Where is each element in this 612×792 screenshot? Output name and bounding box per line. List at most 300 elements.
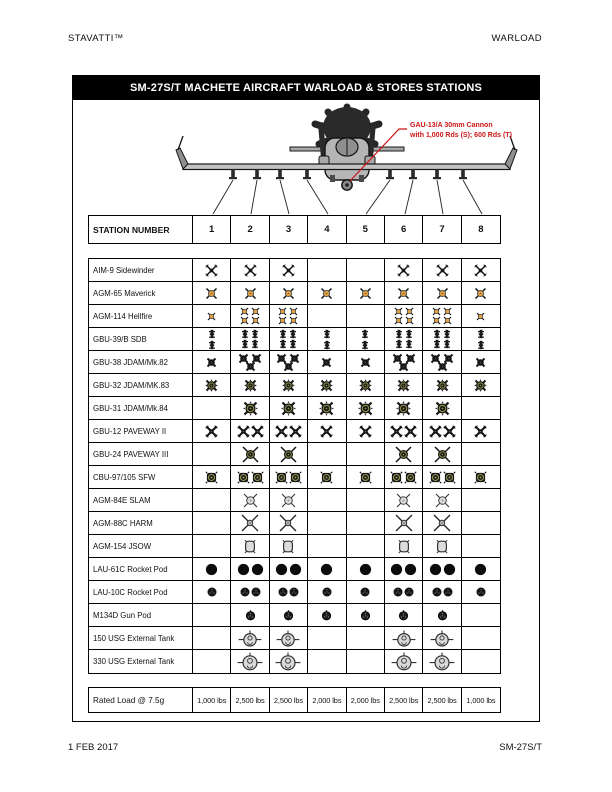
aim9-icon bbox=[474, 264, 487, 277]
stores-cell bbox=[385, 374, 423, 397]
rated-load-value: 2,500 lbs bbox=[385, 688, 423, 712]
rated-load-value: 2,500 lbs bbox=[231, 688, 269, 712]
stores-cell bbox=[270, 627, 308, 650]
sdb-icon bbox=[241, 329, 259, 349]
cbu-icon bbox=[359, 471, 372, 484]
stores-row-label: AGM-65 Maverick bbox=[89, 282, 193, 305]
stores-cell bbox=[462, 466, 500, 489]
stores-cell bbox=[193, 443, 231, 466]
stores-cell bbox=[462, 420, 500, 443]
stores-cell bbox=[462, 627, 500, 650]
stores-cell bbox=[347, 581, 385, 604]
stores-cell bbox=[270, 351, 308, 374]
stores-cell bbox=[193, 328, 231, 351]
stores-cell bbox=[231, 604, 269, 627]
stores-cell bbox=[308, 420, 346, 443]
cbu-icon bbox=[429, 471, 456, 484]
stores-cell bbox=[270, 512, 308, 535]
slam-icon bbox=[396, 493, 411, 508]
stores-cell bbox=[423, 259, 461, 282]
stores-cell bbox=[347, 305, 385, 328]
aim9-icon bbox=[205, 264, 218, 277]
stores-cell bbox=[462, 535, 500, 558]
slam-icon bbox=[281, 493, 296, 508]
lau61-icon bbox=[320, 563, 333, 576]
paveway2-icon bbox=[205, 425, 218, 438]
lau61-icon bbox=[429, 563, 456, 576]
stores-cell bbox=[423, 420, 461, 443]
cannon-annotation-line1: GAU-13/A 30mm Cannon bbox=[410, 122, 493, 129]
rated-load-value: 2,500 lbs bbox=[270, 688, 308, 712]
stores-cell bbox=[231, 558, 269, 581]
stores-cell bbox=[270, 374, 308, 397]
jsow-icon bbox=[435, 539, 449, 554]
hellfire-icon bbox=[278, 307, 298, 325]
stores-cell bbox=[308, 397, 346, 420]
stores-cell bbox=[231, 512, 269, 535]
stores-cell bbox=[308, 466, 346, 489]
agm65-icon bbox=[282, 287, 295, 300]
stores-cell bbox=[231, 397, 269, 420]
stores-cell bbox=[270, 581, 308, 604]
station-number-1: 1 bbox=[193, 216, 231, 243]
jdam82-icon bbox=[206, 357, 217, 368]
stores-cell bbox=[385, 627, 423, 650]
stores-cell bbox=[347, 650, 385, 673]
station-number-label: STATION NUMBER bbox=[89, 216, 193, 243]
jdam82-icon bbox=[392, 353, 416, 372]
stores-row-label: AGM-84E SLAM bbox=[89, 489, 193, 512]
sdb-icon bbox=[361, 329, 369, 350]
sdb-icon bbox=[395, 329, 413, 349]
stores-cell bbox=[462, 282, 500, 305]
lau61-icon bbox=[205, 563, 218, 576]
footer-date: 1 FEB 2017 bbox=[68, 742, 119, 753]
paveway2-icon bbox=[359, 425, 372, 438]
stores-cell bbox=[423, 512, 461, 535]
harm-icon bbox=[433, 514, 451, 532]
stores-cell bbox=[193, 420, 231, 443]
stores-cell bbox=[423, 650, 461, 673]
agm65-icon bbox=[436, 287, 449, 300]
gunpod-icon bbox=[283, 610, 294, 621]
gunpod-icon bbox=[398, 610, 409, 621]
stores-cell bbox=[231, 650, 269, 673]
stores-cell bbox=[231, 328, 269, 351]
jdam83-icon bbox=[205, 379, 218, 392]
jdam84-icon bbox=[319, 401, 334, 416]
station-number-6: 6 bbox=[385, 216, 423, 243]
stores-cell bbox=[231, 581, 269, 604]
hellfire-icon bbox=[432, 307, 452, 325]
stores-cell bbox=[385, 443, 423, 466]
stores-row-label: M134D Gun Pod bbox=[89, 604, 193, 627]
rated-load-table bbox=[88, 687, 501, 713]
station-number-2: 2 bbox=[231, 216, 269, 243]
rated-load-value: 2,000 lbs bbox=[308, 688, 346, 712]
cbu-icon bbox=[205, 471, 218, 484]
stores-row-label: GBU-32 JDAM/MK.83 bbox=[89, 374, 193, 397]
stores-cell bbox=[270, 466, 308, 489]
stores-cell bbox=[423, 443, 461, 466]
stores-cell bbox=[462, 397, 500, 420]
stores-row-label: GBU-31 JDAM/Mk.84 bbox=[89, 397, 193, 420]
rated-load-value: 1,000 lbs bbox=[466, 695, 496, 705]
stores-row-label: GBU-39/B SDB bbox=[89, 328, 193, 351]
harm-icon bbox=[241, 514, 259, 532]
rated-load-value: 2,500 lbs bbox=[423, 688, 461, 712]
page-title: SM-27S/T MACHETE AIRCRAFT WARLOAD & STORES STATIONS bbox=[72, 75, 540, 100]
stores-cell bbox=[462, 512, 500, 535]
stores-row-label: AGM-114 Hellfire bbox=[89, 305, 193, 328]
cbu-icon bbox=[275, 471, 302, 484]
stores-cell bbox=[308, 282, 346, 305]
jdam83-icon bbox=[474, 379, 487, 392]
agm65-icon bbox=[397, 287, 410, 300]
stores-cell bbox=[193, 558, 231, 581]
stores-cell bbox=[308, 535, 346, 558]
stores-cell bbox=[308, 305, 346, 328]
jdam83-icon bbox=[320, 379, 333, 392]
stores-row-label: LAU-61C Rocket Pod bbox=[89, 558, 193, 581]
station-number-3: 3 bbox=[270, 216, 308, 243]
stores-cell bbox=[385, 282, 423, 305]
stores-row-label: GBU-12 PAVEWAY II bbox=[89, 420, 193, 443]
agm65-icon bbox=[205, 287, 218, 300]
gunpod-icon bbox=[360, 610, 371, 621]
stores-cell bbox=[270, 282, 308, 305]
paveway2-icon bbox=[320, 425, 333, 438]
stores-row-label: CBU-97/105 SFW bbox=[89, 466, 193, 489]
stores-cell bbox=[423, 328, 461, 351]
tank330-icon bbox=[391, 652, 417, 671]
stores-cell bbox=[385, 351, 423, 374]
stores-row-label: 150 USG External Tank bbox=[89, 627, 193, 650]
left-winglet bbox=[176, 148, 188, 169]
stores-cell bbox=[423, 374, 461, 397]
stores-row-label: AIM-9 Sidewinder bbox=[89, 259, 193, 282]
stores-cell bbox=[270, 558, 308, 581]
jdam83-icon bbox=[436, 379, 449, 392]
stores-cell bbox=[385, 558, 423, 581]
stores-cell bbox=[385, 305, 423, 328]
jsow-icon bbox=[281, 539, 295, 554]
station-number-7: 7 bbox=[423, 216, 461, 243]
stores-cell bbox=[308, 650, 346, 673]
stores-cell bbox=[231, 443, 269, 466]
stores-cell bbox=[347, 351, 385, 374]
stores-cell bbox=[193, 282, 231, 305]
stores-table bbox=[88, 258, 501, 674]
stores-cell bbox=[308, 627, 346, 650]
stores-cell bbox=[193, 627, 231, 650]
aim9-icon bbox=[244, 264, 257, 277]
slam-icon bbox=[243, 493, 258, 508]
jdam84-icon bbox=[243, 401, 258, 416]
jsow-icon bbox=[243, 539, 257, 554]
rated-load-label: Rated Load @ 7.5g bbox=[89, 688, 193, 712]
lau61-icon bbox=[359, 563, 372, 576]
paveway3-icon bbox=[280, 446, 297, 463]
station-number-table bbox=[88, 215, 501, 244]
stores-cell bbox=[308, 443, 346, 466]
stores-cell bbox=[231, 305, 269, 328]
jdam83-icon bbox=[397, 379, 410, 392]
stores-cell bbox=[231, 351, 269, 374]
stores-cell bbox=[423, 627, 461, 650]
right-gear bbox=[359, 175, 364, 182]
lau61-icon bbox=[275, 563, 302, 576]
stores-cell bbox=[308, 328, 346, 351]
hellfire-icon bbox=[476, 312, 485, 321]
stores-cell bbox=[270, 604, 308, 627]
stores-row-label: GBU-24 PAVEWAY III bbox=[89, 443, 193, 466]
agm65-icon bbox=[359, 287, 372, 300]
jdam83-icon bbox=[359, 379, 372, 392]
stores-cell bbox=[347, 282, 385, 305]
stores-cell bbox=[347, 420, 385, 443]
stores-row-label: GBU-38 JDAM/Mk.82 bbox=[89, 351, 193, 374]
sdb-icon bbox=[323, 329, 331, 350]
stores-cell bbox=[270, 489, 308, 512]
stores-cell bbox=[193, 374, 231, 397]
paveway3-icon bbox=[242, 446, 259, 463]
stores-cell bbox=[270, 397, 308, 420]
lau10-icon bbox=[432, 587, 453, 597]
stores-cell bbox=[423, 489, 461, 512]
lau10-icon bbox=[360, 587, 370, 597]
hellfire-icon bbox=[240, 307, 260, 325]
stores-cell bbox=[462, 305, 500, 328]
stores-cell bbox=[270, 328, 308, 351]
stores-cell bbox=[423, 466, 461, 489]
sdb-icon bbox=[433, 329, 451, 349]
header-right: WARLOAD bbox=[491, 33, 542, 44]
stores-cell bbox=[347, 627, 385, 650]
stores-cell bbox=[423, 282, 461, 305]
sdb-icon bbox=[208, 329, 216, 350]
lau10-icon bbox=[393, 587, 414, 597]
stores-cell bbox=[423, 535, 461, 558]
wing bbox=[183, 164, 510, 170]
stores-cell bbox=[270, 420, 308, 443]
lau10-icon bbox=[207, 587, 217, 597]
stores-cell bbox=[347, 259, 385, 282]
stores-cell bbox=[423, 351, 461, 374]
stores-cell bbox=[347, 604, 385, 627]
stores-cell bbox=[231, 489, 269, 512]
stores-cell bbox=[270, 535, 308, 558]
hellfire-icon bbox=[394, 307, 414, 325]
hellfire-icon bbox=[207, 312, 216, 321]
stores-cell bbox=[193, 351, 231, 374]
stores-cell bbox=[347, 328, 385, 351]
stores-cell bbox=[423, 581, 461, 604]
stores-cell bbox=[231, 627, 269, 650]
stores-cell bbox=[193, 604, 231, 627]
stores-cell bbox=[423, 305, 461, 328]
jdam83-icon bbox=[244, 379, 257, 392]
gunpod-icon bbox=[437, 610, 448, 621]
jdam82-icon bbox=[276, 353, 300, 372]
stores-cell bbox=[193, 305, 231, 328]
aim9-icon bbox=[282, 264, 295, 277]
stores-cell bbox=[385, 581, 423, 604]
station-number-5: 5 bbox=[347, 216, 385, 243]
stores-cell bbox=[270, 305, 308, 328]
stores-cell bbox=[347, 397, 385, 420]
lau61-icon bbox=[237, 563, 264, 576]
left-gear bbox=[330, 175, 335, 182]
paveway3-icon bbox=[434, 446, 451, 463]
stores-cell bbox=[193, 581, 231, 604]
stores-cell bbox=[347, 443, 385, 466]
cbu-icon bbox=[390, 471, 417, 484]
stores-cell bbox=[231, 374, 269, 397]
paveway2-icon bbox=[429, 425, 456, 438]
stores-cell bbox=[385, 420, 423, 443]
lau10-icon bbox=[322, 587, 332, 597]
stores-row-label: AGM-88C HARM bbox=[89, 512, 193, 535]
stores-row-label: 330 USG External Tank bbox=[89, 650, 193, 673]
jdam82-icon bbox=[475, 357, 486, 368]
stores-cell bbox=[385, 535, 423, 558]
stores-cell bbox=[231, 282, 269, 305]
agm65-icon bbox=[474, 287, 487, 300]
stores-cell bbox=[270, 650, 308, 673]
paveway2-icon bbox=[390, 425, 417, 438]
stores-cell bbox=[308, 604, 346, 627]
paveway3-icon bbox=[395, 446, 412, 463]
jdam84-icon bbox=[435, 401, 450, 416]
stores-cell bbox=[462, 259, 500, 282]
stores-cell bbox=[423, 604, 461, 627]
jdam84-icon bbox=[358, 401, 373, 416]
rated-load-value: 2,000 lbs bbox=[347, 688, 385, 712]
stores-cell bbox=[193, 259, 231, 282]
jdam84-icon bbox=[281, 401, 296, 416]
paveway2-icon bbox=[237, 425, 264, 438]
stores-cell bbox=[385, 259, 423, 282]
lau10-icon bbox=[278, 587, 299, 597]
tank330-icon bbox=[237, 652, 263, 671]
header-left: STAVATTI™ bbox=[68, 33, 124, 44]
stores-cell bbox=[347, 489, 385, 512]
stores-cell bbox=[462, 650, 500, 673]
stores-cell bbox=[462, 489, 500, 512]
aim9-icon bbox=[436, 264, 449, 277]
stores-cell bbox=[308, 259, 346, 282]
stores-cell bbox=[385, 512, 423, 535]
aim9-icon bbox=[397, 264, 410, 277]
stores-cell bbox=[385, 466, 423, 489]
stores-cell bbox=[270, 259, 308, 282]
agm65-icon bbox=[244, 287, 257, 300]
stores-cell bbox=[193, 512, 231, 535]
stores-cell bbox=[385, 604, 423, 627]
lau10-icon bbox=[240, 587, 261, 597]
jsow-icon bbox=[397, 539, 411, 554]
tank330-icon bbox=[429, 652, 455, 671]
agm65-icon bbox=[320, 287, 333, 300]
cannon-annotation-line2: with 1,000 Rds (S); 600 Rds (T) bbox=[410, 132, 512, 139]
stores-cell bbox=[462, 351, 500, 374]
stores-cell bbox=[347, 374, 385, 397]
slam-icon bbox=[435, 493, 450, 508]
tank150-icon bbox=[392, 630, 416, 647]
stores-cell bbox=[423, 397, 461, 420]
stores-cell bbox=[385, 328, 423, 351]
jdam82-icon bbox=[360, 357, 371, 368]
stores-cell bbox=[385, 489, 423, 512]
stores-cell bbox=[462, 581, 500, 604]
stores-cell bbox=[231, 466, 269, 489]
lau61-icon bbox=[474, 563, 487, 576]
footer-docname: SM-27S/T bbox=[499, 742, 542, 753]
stores-cell bbox=[193, 535, 231, 558]
station-number-8: 8 bbox=[478, 224, 484, 235]
sdb-icon bbox=[477, 329, 485, 350]
stores-cell bbox=[193, 466, 231, 489]
stores-cell bbox=[385, 650, 423, 673]
tank150-icon bbox=[430, 630, 454, 647]
stores-cell bbox=[193, 650, 231, 673]
stores-cell bbox=[462, 328, 500, 351]
stores-cell bbox=[385, 397, 423, 420]
stores-cell bbox=[308, 374, 346, 397]
stores-cell bbox=[423, 558, 461, 581]
paveway2-icon bbox=[474, 425, 487, 438]
harm-icon bbox=[395, 514, 413, 532]
jdam82-icon bbox=[430, 353, 454, 372]
stores-cell bbox=[231, 535, 269, 558]
lau10-icon bbox=[476, 587, 486, 597]
paveway2-icon bbox=[275, 425, 302, 438]
stores-cell bbox=[462, 374, 500, 397]
stores-cell bbox=[347, 512, 385, 535]
station-number-4: 4 bbox=[308, 216, 346, 243]
cbu-icon bbox=[474, 471, 487, 484]
stores-cell bbox=[347, 558, 385, 581]
gunpod-icon bbox=[245, 610, 256, 621]
jdam82-icon bbox=[321, 357, 332, 368]
stores-cell bbox=[193, 397, 231, 420]
stores-cell bbox=[308, 512, 346, 535]
jdam82-icon bbox=[238, 353, 262, 372]
lau61-icon bbox=[390, 563, 417, 576]
stores-cell bbox=[308, 558, 346, 581]
stores-cell bbox=[462, 604, 500, 627]
stores-cell bbox=[308, 581, 346, 604]
jdam84-icon bbox=[396, 401, 411, 416]
stores-row-label: LAU-10C Rocket Pod bbox=[89, 581, 193, 604]
right-winglet bbox=[505, 148, 517, 169]
tank150-icon bbox=[238, 630, 262, 647]
tank150-icon bbox=[276, 630, 300, 647]
aircraft-front-view bbox=[72, 100, 540, 215]
stores-cell bbox=[462, 558, 500, 581]
sdb-icon bbox=[279, 329, 297, 349]
stores-cell bbox=[462, 443, 500, 466]
stores-cell bbox=[347, 466, 385, 489]
stores-cell bbox=[270, 443, 308, 466]
stores-cell bbox=[193, 489, 231, 512]
stores-row-label: AGM-154 JSOW bbox=[89, 535, 193, 558]
harm-icon bbox=[279, 514, 297, 532]
stores-cell bbox=[231, 420, 269, 443]
gunpod-icon bbox=[321, 610, 332, 621]
stores-cell bbox=[308, 351, 346, 374]
